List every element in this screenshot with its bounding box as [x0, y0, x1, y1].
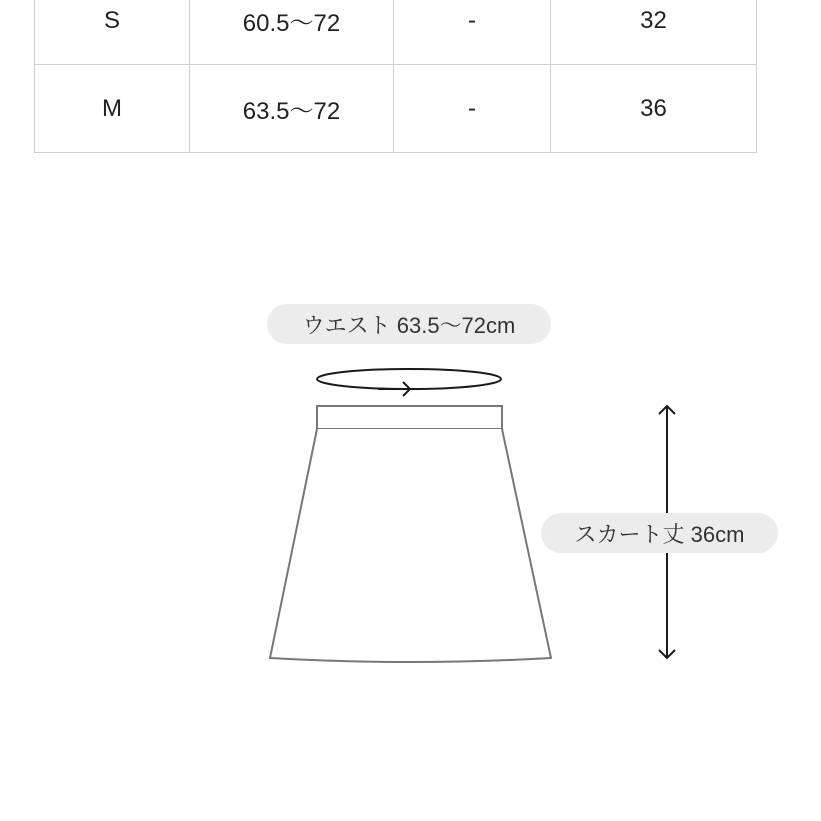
length-cell: 36 [551, 65, 757, 153]
size-cell: S [35, 0, 190, 65]
hip-cell: - [394, 65, 551, 153]
waist-cell: 60.5〜72 [190, 0, 394, 65]
size-cell: M [35, 65, 190, 153]
skirt-body [270, 429, 551, 662]
waist-cell: 63.5〜72 [190, 65, 394, 153]
waist-arrow-icon [378, 382, 410, 396]
waist-ellipse [317, 369, 501, 389]
waist-label: ウエスト 63.5〜72cm [267, 304, 551, 344]
length-cell: 32 [551, 0, 757, 65]
length-label: スカート丈 36cm [541, 513, 778, 553]
hip-cell: - [394, 0, 551, 65]
skirt-waistband [317, 406, 502, 429]
